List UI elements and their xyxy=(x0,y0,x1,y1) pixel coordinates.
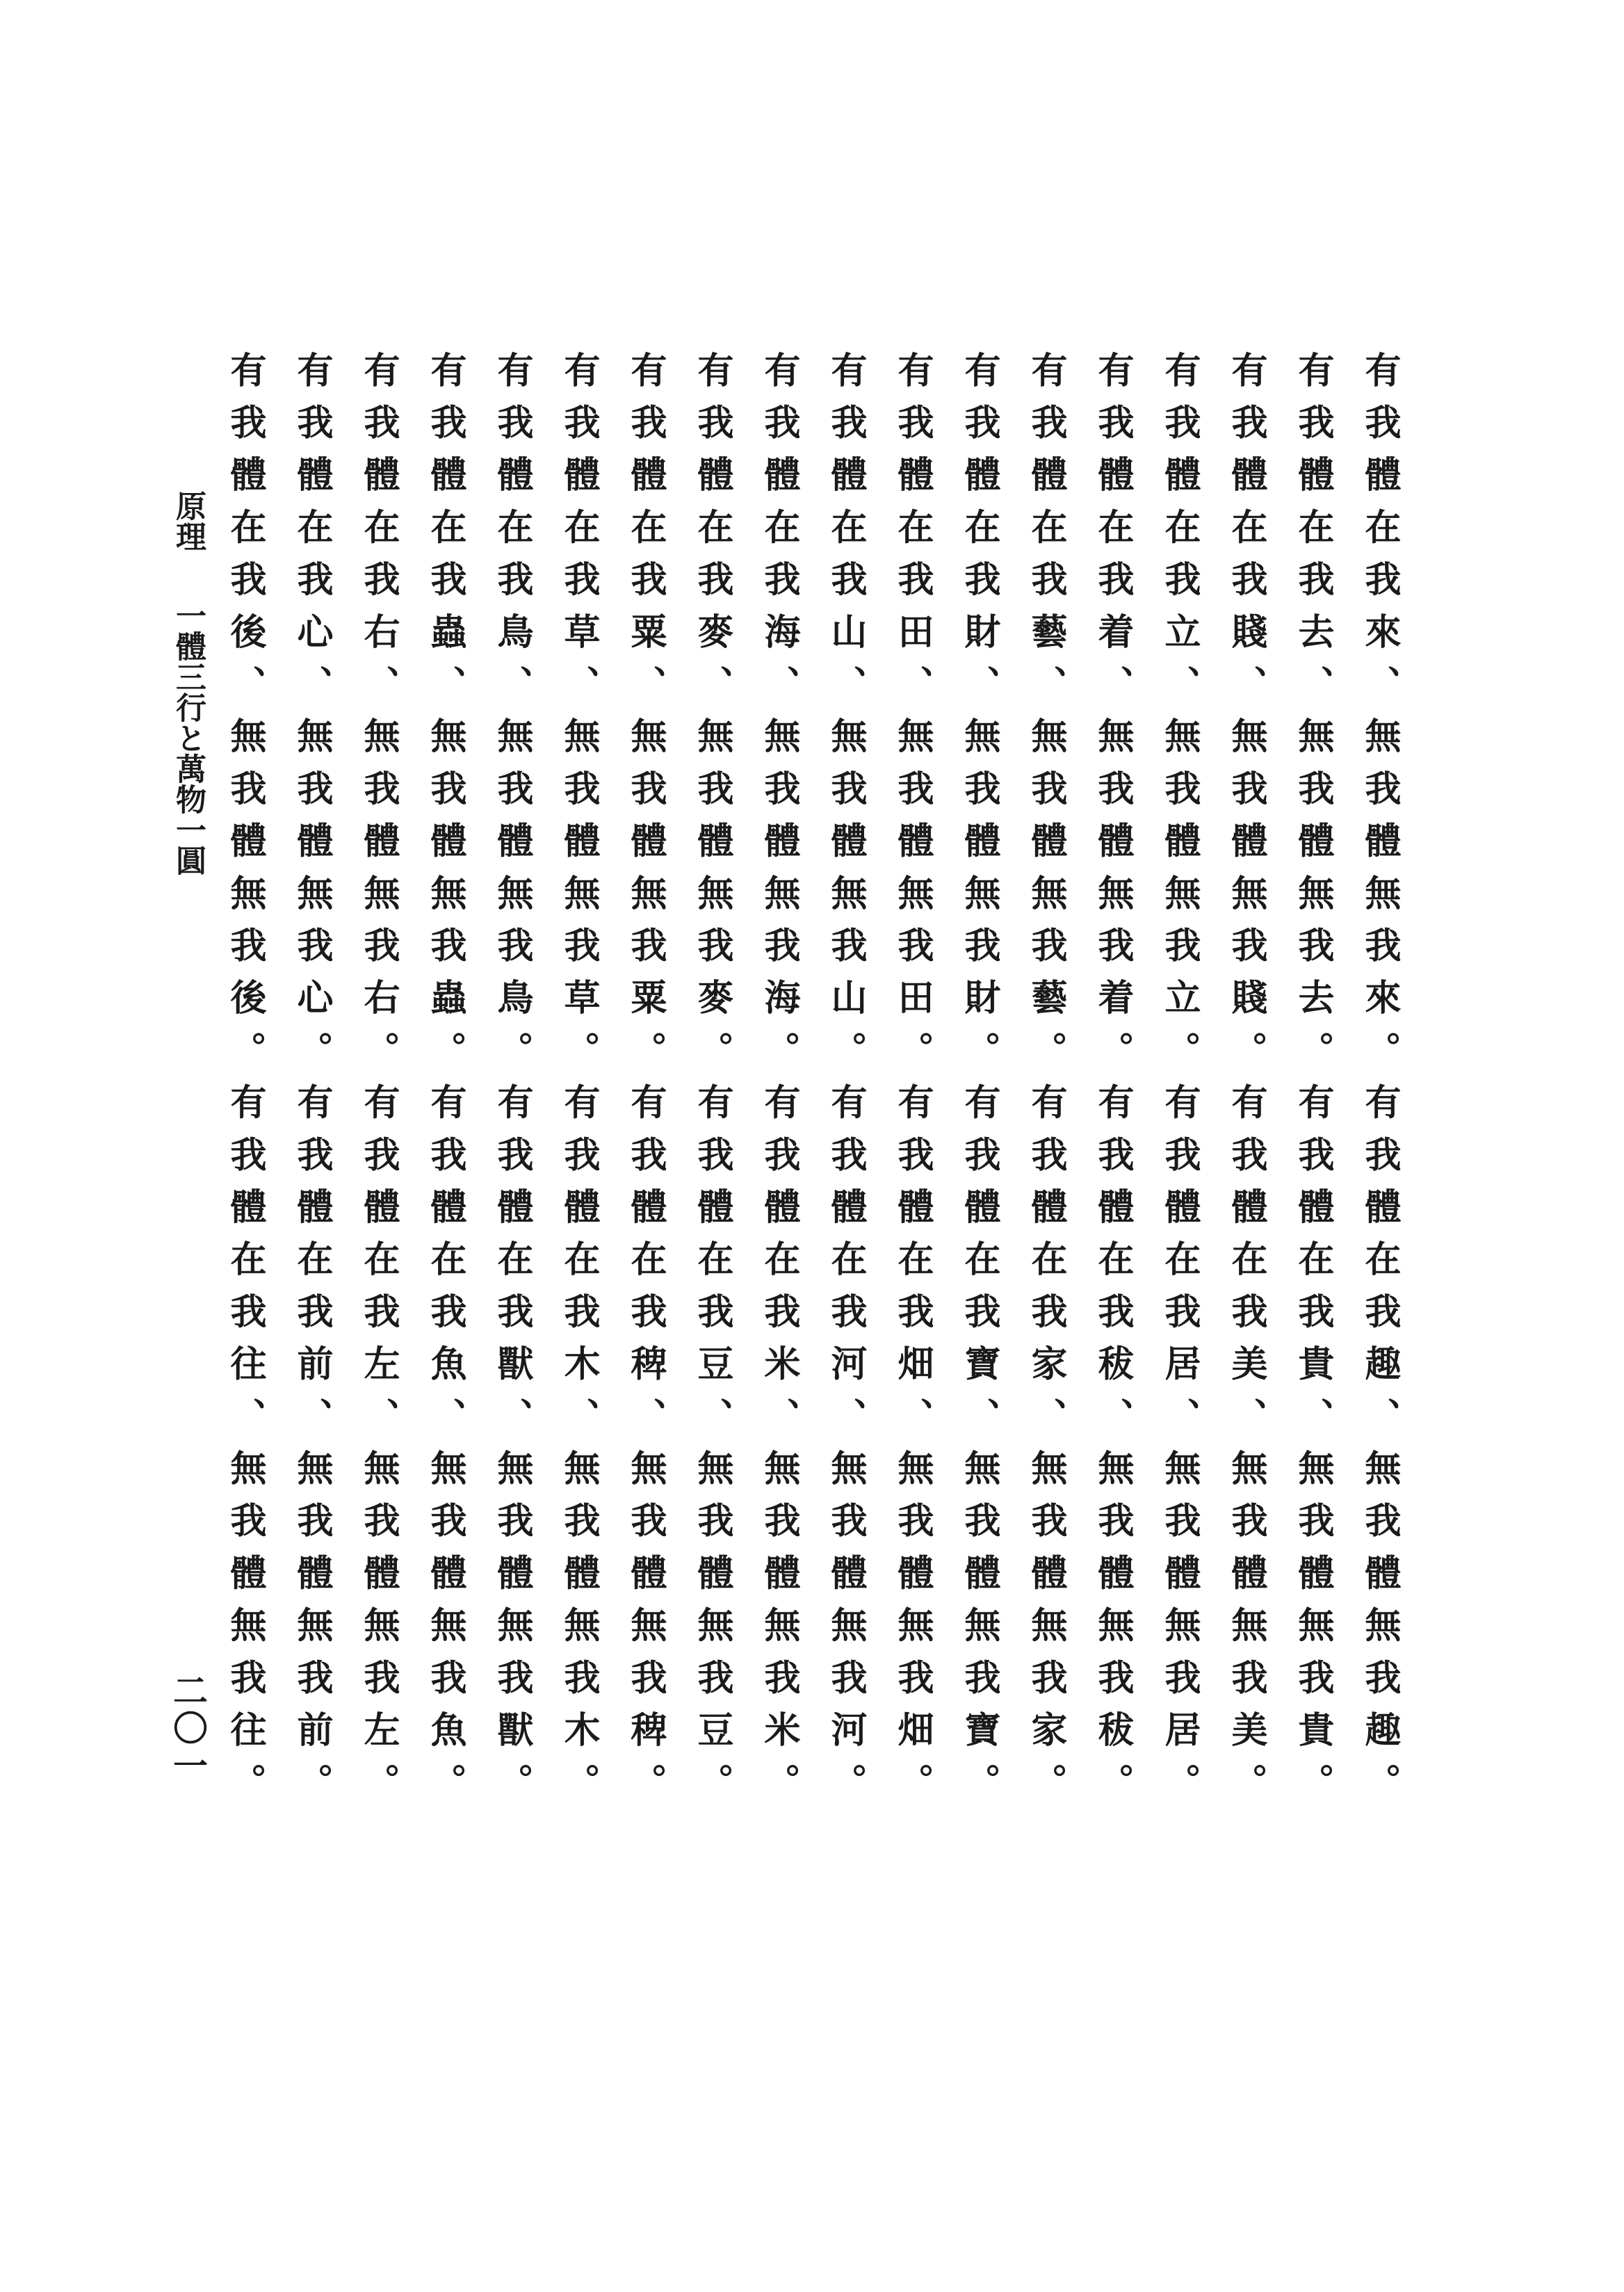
text-column: 有我體在我麥、無我體無我麥。有我體在我豆、無我體無我豆。 xyxy=(691,351,733,1816)
text-column: 有我體在我來、無我體無我來。有我體在我趣、無我體無我趣。 xyxy=(1358,351,1401,1816)
text-column: 有我體在我立、無我體無我立。有我體在我居、無我體無我居。 xyxy=(1158,351,1201,1816)
text-column: 有我體在我賤、無我體無我賤。有我體在我美、無我體無我美。 xyxy=(1225,351,1267,1816)
text-column: 有我體在我去、無我體無我去。有我體在我貴、無我體無我貴。 xyxy=(1292,351,1334,1816)
text-column: 有我體在我蟲、無我體無我蟲。有我體在我魚、無我體無我魚。 xyxy=(424,351,466,1816)
page-number: 二〇一 xyxy=(168,1672,209,1785)
text-column: 有我體在我財、無我體無我財。有我體在我寶、無我體無我寶。 xyxy=(958,351,1000,1816)
text-column: 有我體在我鳥、無我體無我鳥。有我體在我獸、無我體無我獸。 xyxy=(491,351,533,1816)
text-column: 有我體在我心、無我體無我心。有我體在我前、無我體無我前。 xyxy=(291,351,333,1816)
body-text xyxy=(217,351,1407,1816)
text-column: 有我體在我藝、無我體無我藝。有我體在我家、無我體無我家。 xyxy=(1025,351,1067,1816)
text-column: 有我體在我海、無我體無我海。有我體在我米、無我體無我米。 xyxy=(758,351,800,1816)
running-head-section: 原理 xyxy=(170,490,206,551)
text-column: 有我體在我右、無我體無我右。有我體在我左、無我體無我左。 xyxy=(357,351,400,1816)
text-column: 有我體在我着、無我體無我着。有我體在我秡、無我體無我秡。 xyxy=(1091,351,1134,1816)
text-column: 有我體在我後、無我體無我後。有我體在我往、無我體無我往。 xyxy=(224,351,266,1816)
running-head xyxy=(167,490,209,875)
text-column: 有我體在我田、無我體無我田。有我體在我畑、無我體無我畑。 xyxy=(891,351,934,1816)
text-column: 有我體在我山、無我體無我山。有我體在我河、無我體無我河。 xyxy=(825,351,867,1816)
text-column: 有我體在我粟、無我體無我粟。有我體在我稗、無我體無我稗。 xyxy=(624,351,667,1816)
text-column: 有我體在我草、無我體無我草。有我體在我木、無我體無我木。 xyxy=(558,351,600,1816)
running-head-chapter: 一體三行と萬物一圓 xyxy=(170,600,206,875)
